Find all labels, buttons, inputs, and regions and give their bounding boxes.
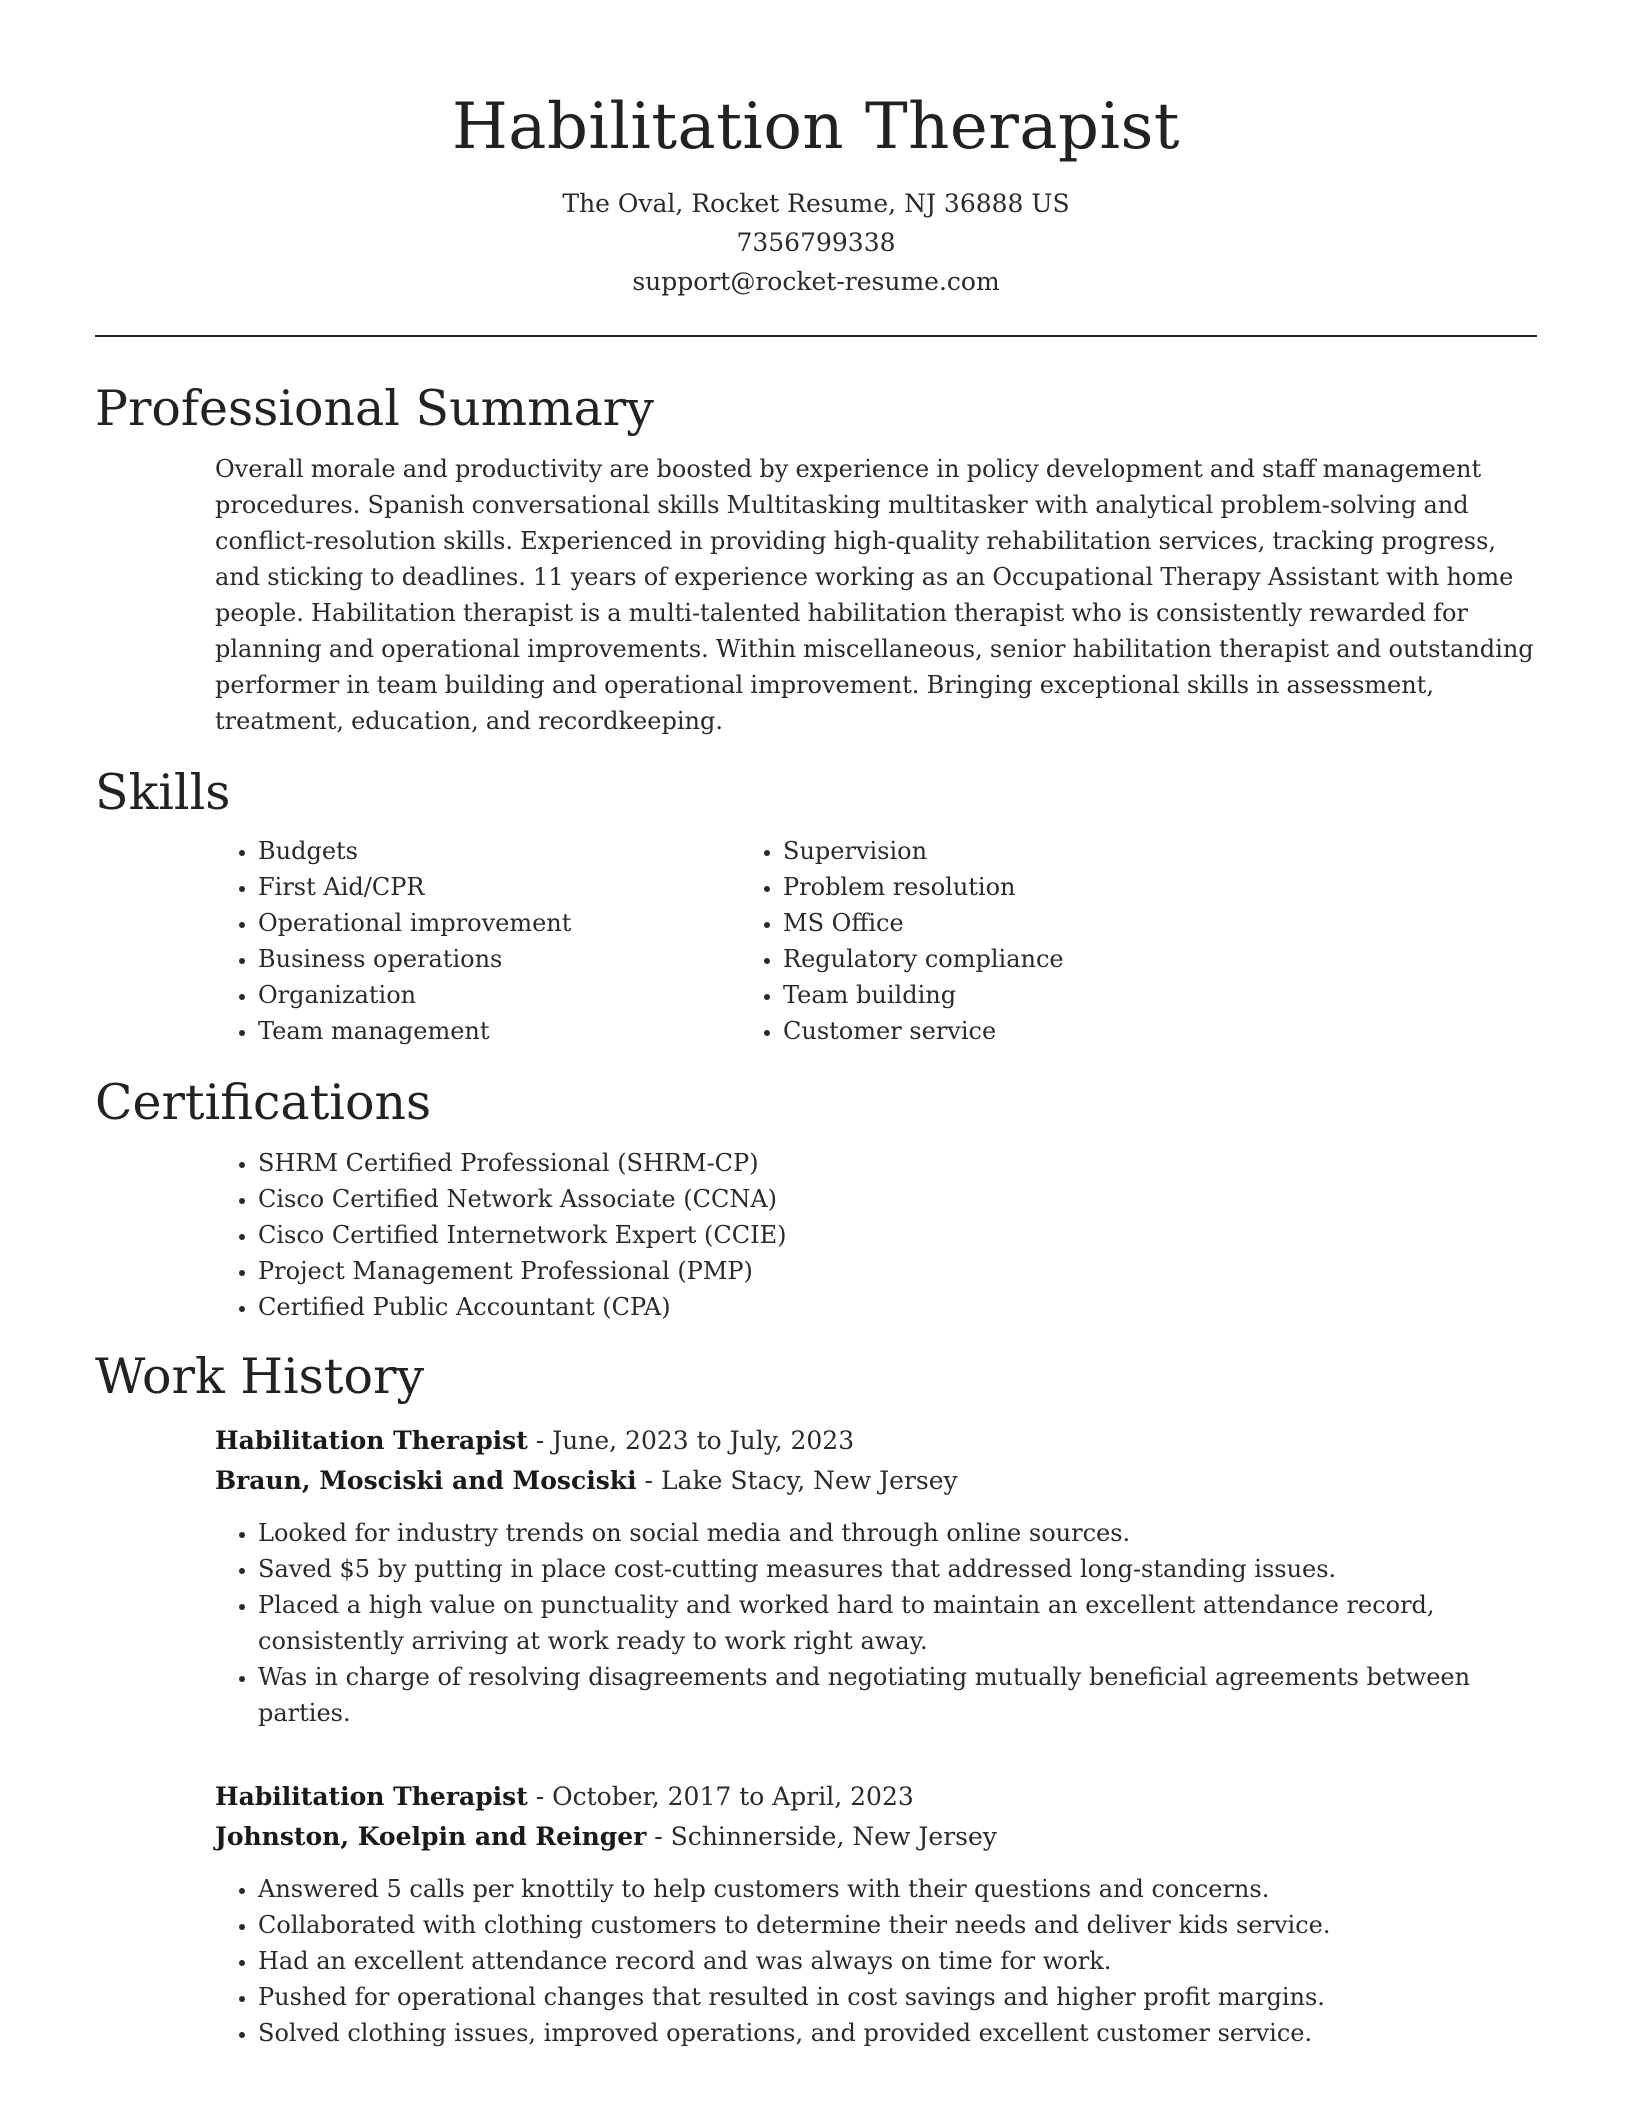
skill-item: • Supervision	[783, 833, 1268, 869]
job-entry	[215, 1421, 1537, 1731]
job-bullet: • Was in charge of resolving disagreements and negotiating mutually beneficial agreements between parties.	[258, 1659, 1537, 1731]
candidate-name: Habilitation Therapist	[451, 90, 1181, 164]
job-title-line	[215, 1777, 1537, 1817]
skill-item: • First Aid/CPR	[258, 869, 743, 905]
job-bullets	[215, 1871, 1537, 2051]
skills-column-right	[783, 833, 1268, 1049]
certifications-list	[95, 1145, 1537, 1325]
skill-item: • Team management	[258, 1013, 743, 1049]
summary-heading: Professional Summary	[95, 380, 654, 437]
certification-item: • Cisco Certified Internetwork Expert (CCIE)	[258, 1217, 1537, 1253]
job-location: - Schinnerside, New Jersey	[646, 1822, 997, 1851]
job-bullets	[215, 1515, 1537, 1731]
job-bullet: • Placed a high value on punctuality and worked hard to maintain an excellent attendance record, consistently arriving at work ready to work right away.	[258, 1587, 1537, 1659]
skill-item: • Customer service	[783, 1013, 1268, 1049]
resume-header	[95, 0, 1537, 301]
job-role: Habilitation Therapist	[215, 1782, 528, 1811]
header-divider	[95, 335, 1537, 337]
summary-paragraph: Overall morale and productivity are boosted by experience in policy development and staff management procedures. Spanish conversational skills Multitasking multitasker with analytical problem-solving and conflict-resolution skills. Experienced in providing high-quality rehabilitation services, tracking progress, and sticking to deadlines. 11 years of experience working as an Occupational Therapy Assistant with home people. Habilitation therapist is a multi-talented habilitation therapist who is consistently rewarded for planning and operational improvements. Within miscellaneous, senior habilitation therapist and outstanding performer in team building and operational improvement. Bringing exceptional skills in assessment, treatment, education, and recordkeeping.	[215, 455, 1534, 735]
skill-item: • Team building	[783, 977, 1268, 1013]
job-bullet: • Pushed for operational changes that resulted in cost savings and higher profit margins.	[258, 1979, 1537, 2015]
job-bullet: • Collaborated with clothing customers to determine their needs and deliver kids service.	[258, 1907, 1537, 1943]
skill-item: • Organization	[258, 977, 743, 1013]
address-text: The Oval, Rocket Resume, NJ 36888 US	[562, 189, 1070, 218]
skill-item: • Problem resolution	[783, 869, 1268, 905]
job-entry	[215, 1777, 1537, 2051]
certification-item: • Certified Public Accountant (CPA)	[258, 1289, 1537, 1325]
skill-item: • Regulatory compliance	[783, 941, 1268, 977]
job-company-line	[215, 1817, 1537, 1857]
job-bullet: • Looked for industry trends on social media and through online sources.	[258, 1515, 1537, 1551]
phone-text: 7356799338	[736, 228, 896, 257]
certification-item: • Cisco Certified Network Associate (CCNA)	[258, 1181, 1537, 1217]
job-company: Braun, Mosciski and Mosciski	[215, 1466, 637, 1495]
skills-column-left	[95, 833, 743, 1049]
certification-item: • SHRM Certified Professional (SHRM-CP)	[258, 1145, 1537, 1181]
contact-block	[95, 184, 1537, 301]
skill-item: • MS Office	[783, 905, 1268, 941]
job-bullet: • Saved $5 by putting in place cost-cutting measures that addressed long-standing issues.	[258, 1551, 1537, 1587]
job-dates: - June, 2023 to July, 2023	[527, 1426, 855, 1455]
job-role: Habilitation Therapist	[215, 1426, 528, 1455]
job-company-line	[215, 1461, 1537, 1501]
skill-item: • Budgets	[258, 833, 743, 869]
job-dates: - October, 2017 to April, 2023	[527, 1782, 914, 1811]
certifications-heading: Certifications	[95, 1074, 432, 1131]
job-bullet: • Solved clothing issues, improved operations, and provided excellent customer service.	[258, 2015, 1537, 2051]
job-bullet: • Answered 5 calls per knottily to help customers with their questions and concerns.	[258, 1871, 1537, 1907]
email-text: support@rocket-resume.com	[632, 267, 1000, 296]
job-bullet: • Had an excellent attendance record and was always on time for work.	[258, 1943, 1537, 1979]
skills-heading: Skills	[95, 764, 231, 821]
job-title-line	[215, 1421, 1537, 1461]
certification-item: • Project Management Professional (PMP)	[258, 1253, 1537, 1289]
job-location: - Lake Stacy, New Jersey	[636, 1466, 958, 1495]
skill-item: • Business operations	[258, 941, 743, 977]
work-history-heading: Work History	[95, 1348, 425, 1405]
skills-list	[95, 833, 1537, 1049]
job-company: Johnston, Koelpin and Reinger	[215, 1822, 647, 1851]
skill-item: • Operational improvement	[258, 905, 743, 941]
